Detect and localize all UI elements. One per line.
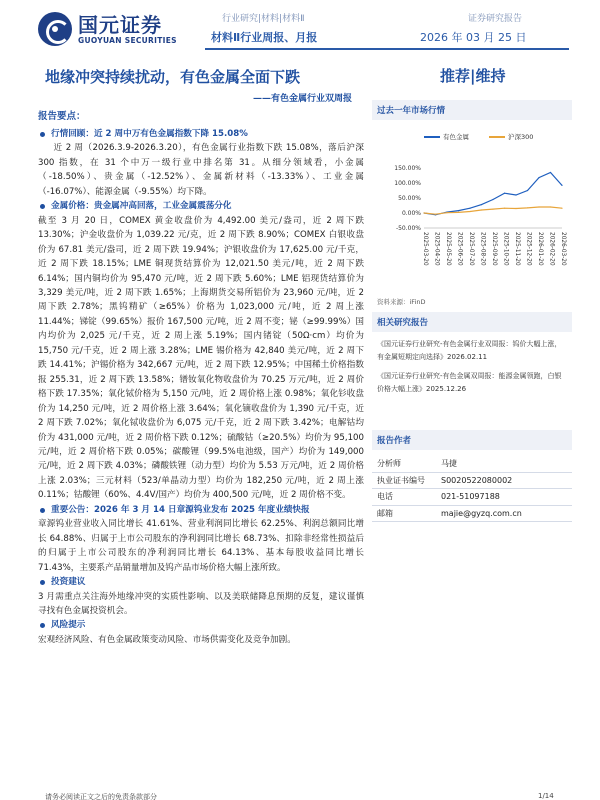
author-row: 分析师 马捷 xyxy=(372,456,572,473)
author-row: 执业证书编号 S0020522080002 xyxy=(372,473,572,490)
bullet-dot-icon xyxy=(40,623,45,628)
series-1-point xyxy=(469,208,470,209)
series-2-point xyxy=(527,207,528,208)
chart-heading: 过去一年市场行情 xyxy=(372,100,572,120)
x-tick-label: 2025-11-20 xyxy=(514,232,520,266)
company-logo xyxy=(38,12,177,46)
x-tick-label: 2025-07-20 xyxy=(468,232,474,266)
series-2-point xyxy=(561,208,562,209)
bullet-dot-icon xyxy=(40,580,45,585)
x-tick-label: 2026-02-20 xyxy=(548,232,555,266)
chart-legend xyxy=(424,132,533,141)
series-2-point xyxy=(492,209,493,210)
series-1-point xyxy=(458,210,459,211)
series-1-point xyxy=(538,177,539,178)
x-tick-label: 2025-04-20 xyxy=(433,232,440,266)
series-2-point xyxy=(458,212,459,213)
page-title: 地缘冲突持续扰动，有色金属全面下跌 xyxy=(45,68,301,86)
section-announcement: 重要公告：2026 年 3 月 14 日章源钨业发布 2025 年度业绩快报 xyxy=(38,503,364,517)
logo-emblem-icon xyxy=(38,12,72,46)
series-2-point xyxy=(504,208,505,209)
y-tick-label: 150.00% xyxy=(394,165,421,172)
report-category: 行业研究|材料|材料Ⅱ xyxy=(222,14,305,24)
x-tick-label: 2025-10-20 xyxy=(502,232,509,266)
x-tick-label: 2025-08-20 xyxy=(479,232,486,266)
author-row[interactable]: 邮箱 majie@gyzq.com.cn xyxy=(372,506,572,523)
chart-source: 资料来源：iFinD xyxy=(377,298,426,306)
market-review-text: 近 2 周（2026.3.9-2026.3.20），有色金属行业指数下跌 15.08%，落后沪深 300 指数，在 31 个中万一级行业中排名第 31。从细分领域看，小金属（-18.50%）、贵金属（-12.52%）、金属新材料（-13.33%）、工业金属（-16.07%）、能源金属（-9.55%）均下降。 xyxy=(38,143,364,197)
series-1-point xyxy=(527,190,528,191)
report-body xyxy=(38,110,364,647)
series-1-point xyxy=(492,199,493,200)
author-table xyxy=(372,456,572,522)
announcement-text: 章源钨业营业收入同比增长 41.61%、营业利润同比增长 62.25%、利润总额同比增长 64.88%、归属于上市公司股东的净利润同比增长 68.73%、扣除非经常性损益后的归属于上市公司股东的净利润同比增长 64.13%、基本每股收益同比增长 71.43%，主要系产品销量增加及钨产品市场价格大幅上涨所致。 xyxy=(38,519,364,573)
author-row: 电话 021-51097188 xyxy=(372,489,572,506)
section-market-review: 行情回顾：近 2 周中万有色金属指数下降 15.08% xyxy=(38,127,364,141)
publication-type: 证券研究报告 xyxy=(468,14,523,24)
related-report-link[interactable]: 《国元证券行业研究-有色金属行业双周报：钨价大幅上涨，有金属短期定向选择》2026.02.11 xyxy=(377,340,562,361)
series-2-point xyxy=(515,208,516,209)
section-metal-prices: 金属价格：贵金属冲高回落，工业金属震荡分化 xyxy=(38,199,364,213)
series-line-1 xyxy=(424,173,562,215)
section-risk: 风险提示 xyxy=(38,618,364,632)
sidebar xyxy=(372,100,572,522)
y-tick-label: 0.00% xyxy=(401,210,421,217)
page-number: 1/14 xyxy=(538,792,554,800)
related-report-link[interactable]: 《国元证券行业研究-有色金属双周报：能源金属领跑，白银价格大幅上涨》2025.12.26 xyxy=(377,372,562,393)
x-tick-label: 2026-01-20 xyxy=(537,232,543,266)
series-2-point xyxy=(469,211,470,212)
series-2-point xyxy=(423,212,424,213)
series-line-2 xyxy=(424,207,562,214)
rating-badge: 推荐|维持 xyxy=(440,67,506,85)
bullet-dot-icon xyxy=(40,132,45,137)
report-date: 2026 年 03 月 25 日 xyxy=(420,31,527,44)
series-1-point xyxy=(504,193,505,194)
series-2-point xyxy=(550,206,551,207)
market-chart xyxy=(372,120,572,295)
y-tick-label: 50.00% xyxy=(398,195,421,202)
bullet-dot-icon xyxy=(40,204,45,209)
x-tick-label: 2025-09-20 xyxy=(491,232,497,266)
series-1-point xyxy=(550,172,551,173)
page-subtitle: ——有色金属行业双周报 xyxy=(253,94,353,104)
logo-cn: 国元证券 xyxy=(78,12,162,37)
related-reports-heading: 相关研究报告 xyxy=(372,312,572,332)
report-series: 材料Ⅱ行业周报、月报 xyxy=(211,31,318,44)
y-tick-label: -50.00% xyxy=(395,225,421,232)
footer-disclaimer: 请务必阅读正文之后的免责条款部分 xyxy=(45,793,157,800)
metal-prices-text: 截至 3 月 20 日，COMEX 黄金收盘价为 4,492.00 美元/盎司，近 2 周下跌 13.30%；沪金收盘价为 1,039.22 元/克，近 2 周下跌 8.90%；COMEX 白银收盘价为 67.81 美元/盎司，近 2 周下跌 19.94%；沪银收盘价为 17,625.00 元/千克，近 2 周下跌 18.15%；LME 铜现货结算价为 12,021.50 美元/吨，近 2 周下跌 6.14%；国内铜均价为 95,470 元/吨，近 2 周下跌 5.60%；LME 铝现货结算价为 3,329 美元/吨，近 2 周下跌 1.65%；上海期货交易所铝价为 23,960 元/吨，近 2 周下跌 2.78%；黑钨精矿（≥65%）价格为 1,023,000 元/吨，近 2 周上涨 11.44%；锑锭（99.65%）报价 167,500 元/吨，近 2 周不变；铋（≥99.99%）国内均价为 2,025 元/千克，近 2 周上涨 5.19%；国内锗锭（50Ω·cm）均价为 15,750 元/千克，近 2 周上涨 3.28%；LME 锡价格为 42,840 美元/吨，近 2 周下跌 14.41%；沪锡价格为 342,667 元/吨，近 2 周下跌 12.95%；中国稀土价格指数报 255.31，近 2 周下跌 13.58%；镨钕氧化物收盘价为 70.25 万元/吨，近 2 周价格下跌 17.35%；氧化铽价格为 5,150 元/吨，近 2 周价格上涨 0.98%；氧化钐收盘价为 14,250 元/吨，近 2 周价格上涨 3.64%；氧化镝收盘价为 1,390 元/千克，近 2 周下跌 7.02%；氧化铽收盘价为 6,075 元/千克，近 2 周下跌 3.42%；电解钴均价为 431,000 元/吨，近 2 周价格下跌 0.12%；硫酸钴（≥20.5%）均价为 95,100 元/吨，近 2 周价格下跌 0.05%；碳酸锂（99.5%电池级，国产）均价为 149,000 元/吨，近 2 周下跌 4.03%；磷酸铁锂（动力型）均价为 5.53 万元/吨，近 2 周价格上涨 2.03%；三元材料（523/单晶动力型）均价为 182,250 元/吨，近 2 周上涨 0.11%；钴酸锂（60%、4.4V/国产）均价为 400,500 元/吨，近 2 周价格不变。 xyxy=(38,215,364,501)
series-1-point xyxy=(481,204,482,205)
series-2-point xyxy=(446,212,447,213)
series-1-point xyxy=(561,185,562,186)
x-tick-label: 2025-05-20 xyxy=(445,232,451,266)
series-1-point xyxy=(515,194,516,195)
investment-advice-text: 3 月需重点关注海外地缘冲突的实质性影响、以及美联储降息预期的反复，建议谨慎寻找有色金属投资机会。 xyxy=(38,591,364,616)
x-tick-label: 2026-03-20 xyxy=(560,232,566,266)
bullet-dot-icon xyxy=(40,508,45,513)
legend-label-2: 沪深300 xyxy=(508,133,534,141)
legend-label-1: 有色金属 xyxy=(443,133,469,141)
x-tick-label: 2025-06-20 xyxy=(456,232,463,266)
author-heading: 报告作者 xyxy=(372,430,572,450)
summary-heading: 报告要点： xyxy=(38,111,86,122)
x-tick-label: 2025-03-20 xyxy=(422,232,428,266)
header-divider xyxy=(205,48,569,50)
legend-swatch-2 xyxy=(489,136,505,138)
logo-en: GUOYUAN SECURITIES xyxy=(78,35,177,45)
y-tick-label: 100.00% xyxy=(394,180,421,187)
series-2-point xyxy=(538,206,539,207)
author-email-link: majie@gyzq.com.cn xyxy=(441,508,522,518)
risk-text: 宏观经济风险、有色金属政策变动风险、市场供需变化及竞争加剧。 xyxy=(38,634,296,645)
line-chart-svg xyxy=(372,120,572,295)
legend-swatch-1 xyxy=(424,136,440,138)
section-investment-advice: 投资建议 xyxy=(38,575,364,589)
x-tick-label: 2025-12-20 xyxy=(525,232,532,266)
series-2-point xyxy=(481,209,482,210)
series-2-point xyxy=(435,214,436,215)
